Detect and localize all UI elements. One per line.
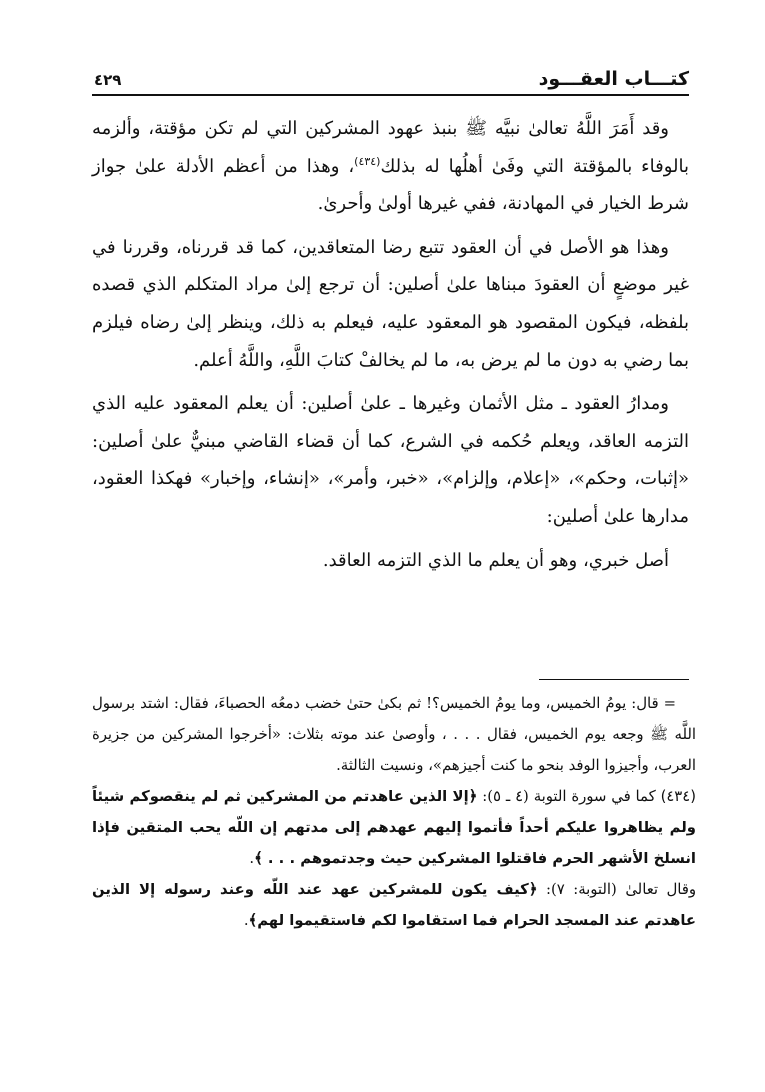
paragraph-text: وقد أَمَرَ اللَّهُ تعالىٰ نبيَّه ﷺ بنبذ عهود المشركين التي لم تكن مؤقتة، وألزمه بالوفاء بالمؤقتة التي وفَىٰ أهلُها له بذلك <box>92 118 689 177</box>
paragraph: وهذا هو الأصل في أن العقود تتبع رضا المتعاقدين، كما قد قررناه، وقررنا في غير موضعٍ أن العقودَ مبناها علىٰ أصلين: أن ترجع إلىٰ مراد المتكلم الذي قصده بلفظه، فيكون المقصود هو المعقود عليه، فيعلم به ذلك، وينظر إلىٰ رضاه فيلزم بما رضي به دون ما لم يرض به، ما لم يخالفْ كتابَ اللَّهِ، واللَّهُ أعلم. <box>92 236 689 371</box>
footnote-end: . <box>243 912 249 929</box>
footnote-intro: وقال تعالىٰ (التوبة: ٧): <box>545 881 696 898</box>
quran-verse: ﴿كيف يكون للمشركين عهد عند اللّه وعند رسوله إلا الذين عاهدتم عند المسجد الحرام فما استقاموا لكم فاستقيموا لهم﴾ <box>92 881 696 929</box>
footnote-continuation: = قال: يومُ الخميس، وما يومُ الخميس؟! ثم بكىٰ حتىٰ خضب دمعُه الحصباءَ، فقال: اشتد برسول اللَّه ﷺ وجعه يوم الخميس، فقال . . . ، وأوصىٰ عند موته بثلاث: «أخرجوا المشركين من جزيرة العرب، وأجيزوا الوفد بنحو ما كنت أجيزهم»، ونسيت الثالثة. <box>92 695 696 774</box>
paragraph: ومدارُ العقود ـ مثل الأثمان وغيرها ـ علىٰ أصلين: أن يعلم المعقود عليه الذي التزمه العاقد، ويعلم حُكمه في الشرع، كما أن قضاء القاضي مبنيٌّ علىٰ أصلين: «إثبات، وحكم»، «إعلام، وإلزام»، «خبر، وأمر»، «إنشاء، وإخبار» فهكذا العقود، مدارها علىٰ أصلين: <box>92 393 689 527</box>
footnote-434-second-verse <box>92 874 696 936</box>
footnote-separator <box>539 679 689 680</box>
footnotes <box>92 688 696 936</box>
quran-verse: ﴿إلا الذين عاهدتم من المشركين ثم لم ينقصوكم شيئاً ولم يظاهروا عليكم أحداً فأتموا إليهم عهدهم إلى مدتهم إن اللّه يحب المتقين فإذا انسلخ الأشهر الحرم فاقتلوا المشركين حيث وجدتموهم . . . ﴾ <box>92 788 696 867</box>
main-text <box>92 110 689 579</box>
footnote-intro: كما في سورة التوبة (٤ ـ ٥): <box>482 788 656 805</box>
footnote-434 <box>92 781 696 874</box>
page-number: ٤٢٩ <box>94 71 122 89</box>
footnote-number: (٤٣٤) <box>660 788 696 805</box>
running-title: كتـــاب العقـــود <box>538 68 689 90</box>
footnote-end: . <box>249 850 255 867</box>
page-header <box>92 64 689 96</box>
footnote-reference: (٤٣٤) <box>354 154 381 168</box>
paragraph <box>92 110 689 223</box>
paragraph: أصل خبري، وهو أن يعلم ما الذي التزمه العاقد. <box>322 549 669 571</box>
paragraph-text: ، وهذا من أعظم الأدلة علىٰ جواز شرط الخيار في المهادنة، ففي غيرها أولىٰ وأحرىٰ. <box>92 155 689 215</box>
